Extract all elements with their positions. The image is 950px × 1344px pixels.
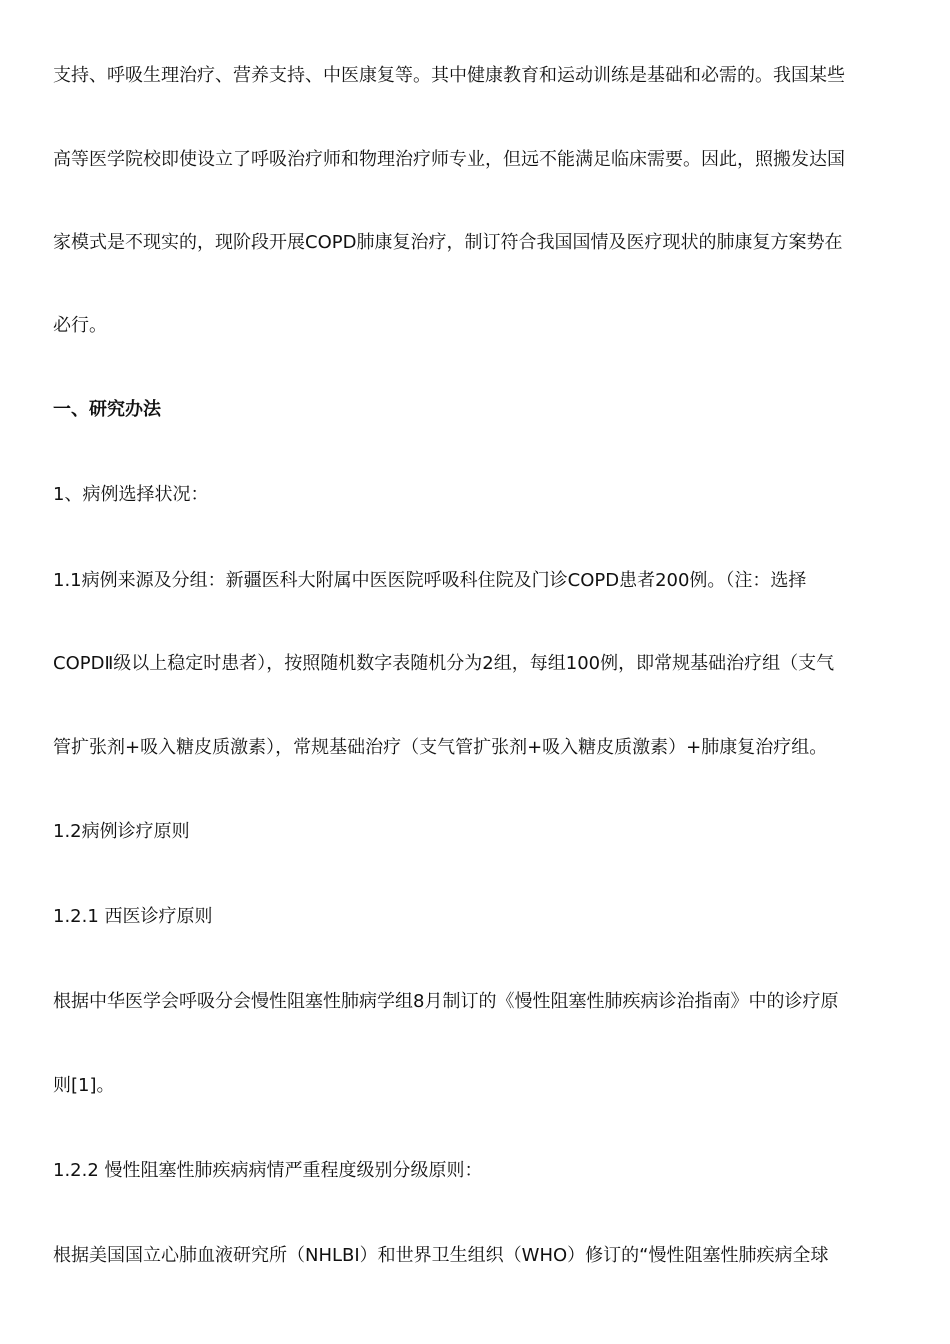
- paragraph-line: 则[1]。: [53, 1075, 115, 1096]
- sub-heading: 1.2病例诊疗原则: [53, 821, 190, 842]
- sub-heading: 1、病例选择状况：: [53, 484, 209, 505]
- paragraph-line: 根据美国国立心肺血液研究所（NHLBI）和世界卫生组织（WHO）修订的“慢性阻塞性肺疾病全球: [53, 1245, 829, 1266]
- paragraph-line: 根据中华医学会呼吸分会慢性阻塞性肺病学组8月制订的《慢性阻塞性肺疾病诊治指南》中的诊疗原: [53, 991, 839, 1012]
- paragraph-line: 高等医学院校即使设立了呼吸治疗师和物理治疗师专业，但远不能满足临床需要。因此，照搬发达国: [53, 149, 845, 170]
- paragraph-line: 必行。: [53, 315, 107, 336]
- sub-heading: 1.2.2 慢性阻塞性肺疾病病情严重程度级别分级原则：: [53, 1160, 483, 1181]
- paragraph-line: 管扩张剂+吸入糖皮质激素），常规基础治疗（支气管扩张剂+吸入糖皮质激素）+肺康复治疗组。: [53, 737, 828, 758]
- paragraph-line: 1.1病例来源及分组：新疆医科大附属中医医院呼吸科住院及门诊COPD患者200例。（注：选择: [53, 570, 807, 591]
- paragraph-line: 家模式是不现实的，现阶段开展COPD肺康复治疗，制订符合我国国情及医疗现状的肺康复方案势在: [53, 232, 843, 253]
- sub-heading: 1.2.1 西医诊疗原则: [53, 906, 213, 927]
- paragraph-line: COPDⅡ级以上稳定时患者），按照随机数字表随机分为2组，每组100例，即常规基础治疗组（支气: [53, 653, 835, 674]
- section-heading: 一、研究办法: [53, 399, 161, 420]
- paragraph-line: 支持、呼吸生理治疗、营养支持、中医康复等。其中健康教育和运动训练是基础和必需的。我国某些: [53, 65, 845, 86]
